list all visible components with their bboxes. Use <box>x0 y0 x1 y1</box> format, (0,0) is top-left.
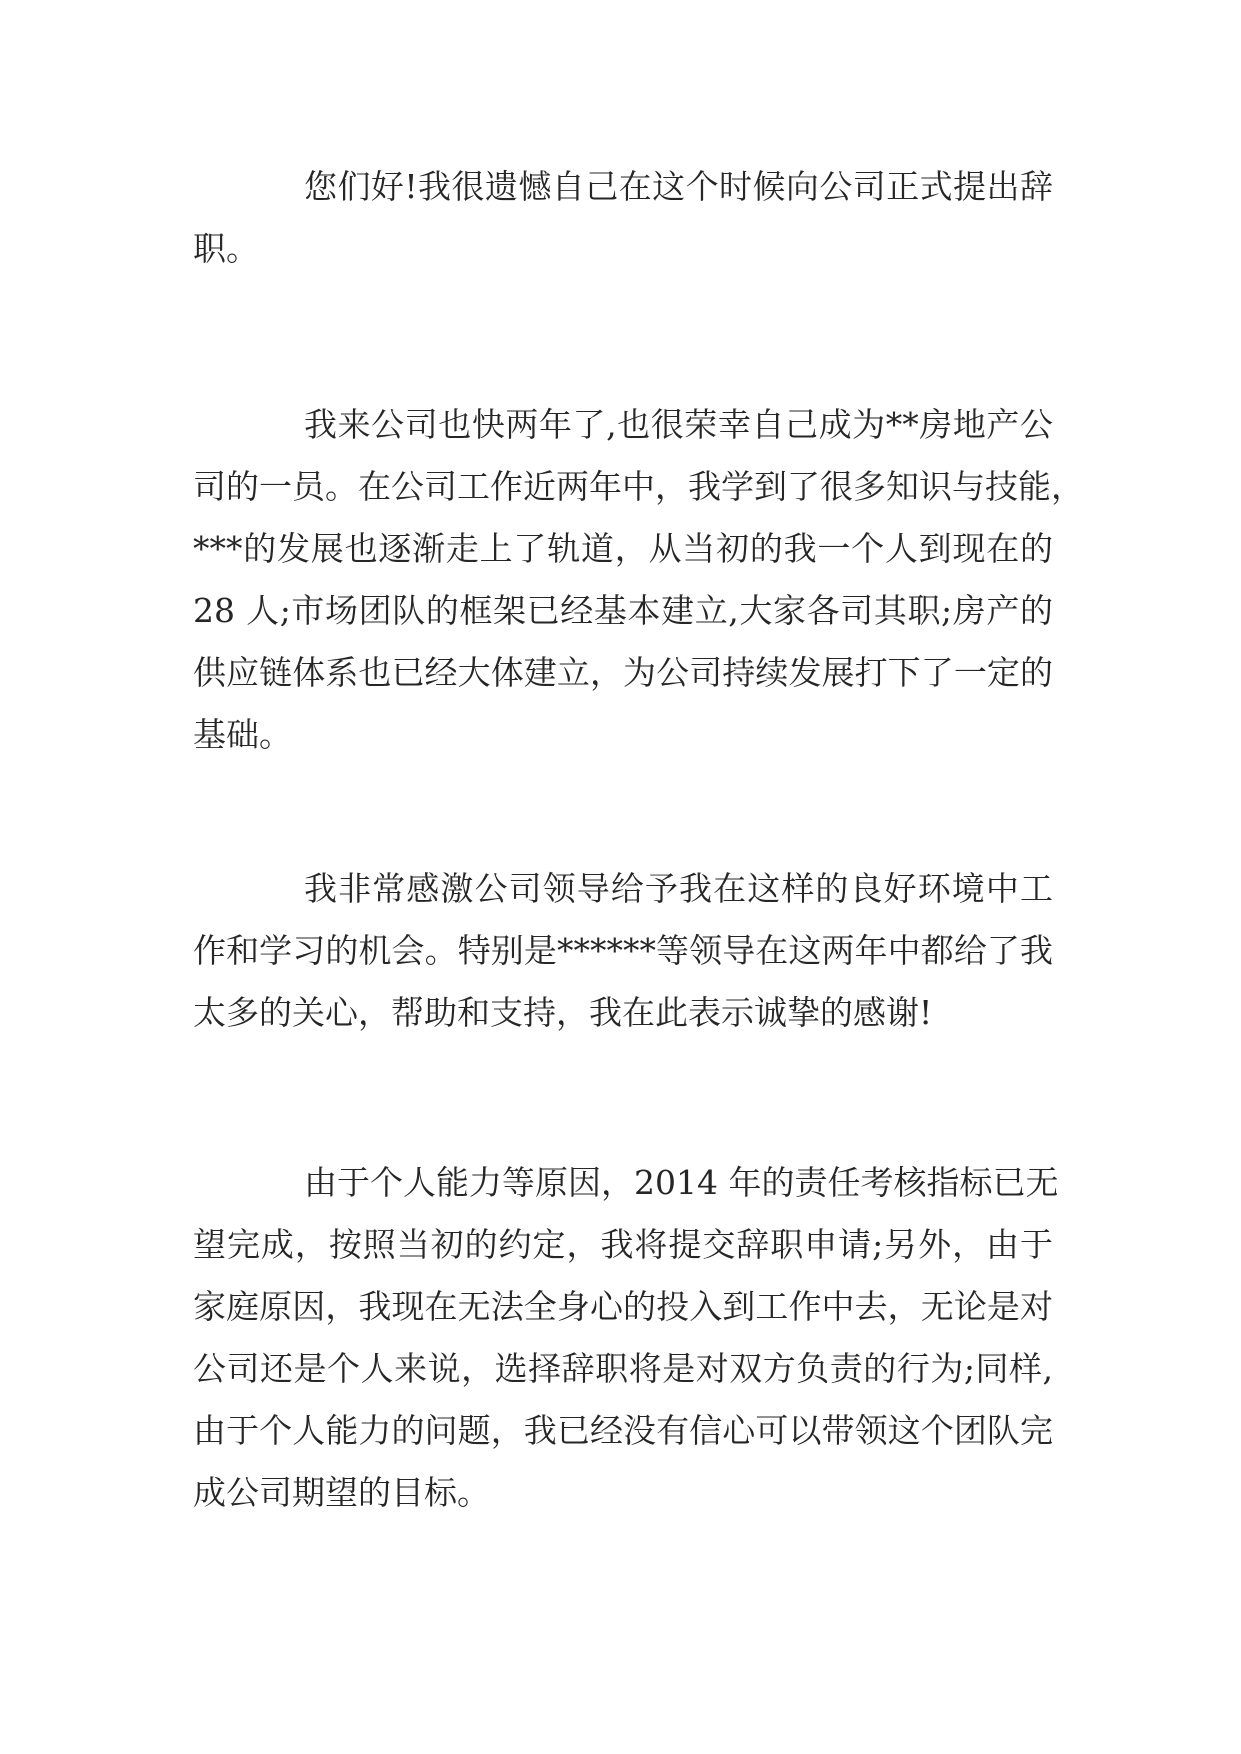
paragraph-line: 望完成，按照当初的约定，我将提交辞职申请;另外，由于 <box>193 1225 1053 1264</box>
paragraph-line: 基础。 <box>193 715 292 754</box>
paragraph-line: 供应链体系也已经大体建立，为公司持续发展打下了一定的 <box>193 653 1053 692</box>
gratitude-paragraph <box>193 858 1053 1044</box>
paragraph-line: 您们好!我很遗憾自己在这个时候向公司正式提出辞 <box>304 167 1053 206</box>
paragraph-line: 太多的关心，帮助和支持，我在此表示诚挚的感谢! <box>193 993 933 1032</box>
paragraph-line: ***的发展也逐渐走上了轨道，从当初的我一个人到现在的 <box>193 529 1053 568</box>
paragraph-line: 公司还是个人来说，选择辞职将是对双方负责的行为;同样, <box>193 1349 1053 1388</box>
paragraph-line: 作和学习的机会。特别是******等领导在这两年中都给了我 <box>193 931 1053 970</box>
paragraph-line: 职。 <box>193 229 259 268</box>
reasons-paragraph <box>193 1152 1059 1524</box>
paragraph-line: 成公司期望的目标。 <box>193 1473 490 1512</box>
paragraph-line: 由于个人能力的问题，我已经没有信心可以带领这个团队完 <box>193 1411 1053 1450</box>
paragraph-line: 28 人;市场团队的框架已经基本建立,大家各司其职;房产的 <box>193 591 1053 630</box>
paragraph-line: 由于个人能力等原因，2014 年的责任考核指标已无 <box>304 1163 1059 1202</box>
paragraph-line: 我来公司也快两年了,也很荣幸自己成为**房地产公 <box>304 405 1053 444</box>
paragraph-line: 我非常感激公司领导给予我在这样的良好环境中工 <box>304 869 1053 908</box>
paragraph-line: 家庭原因，我现在无法全身心的投入到工作中去，无论是对 <box>193 1287 1053 1326</box>
paragraph-line: 司的一员。在公司工作近两年中，我学到了很多知识与技能， <box>193 467 1084 506</box>
tenure-paragraph <box>193 394 1084 766</box>
greeting-paragraph <box>193 156 1053 280</box>
